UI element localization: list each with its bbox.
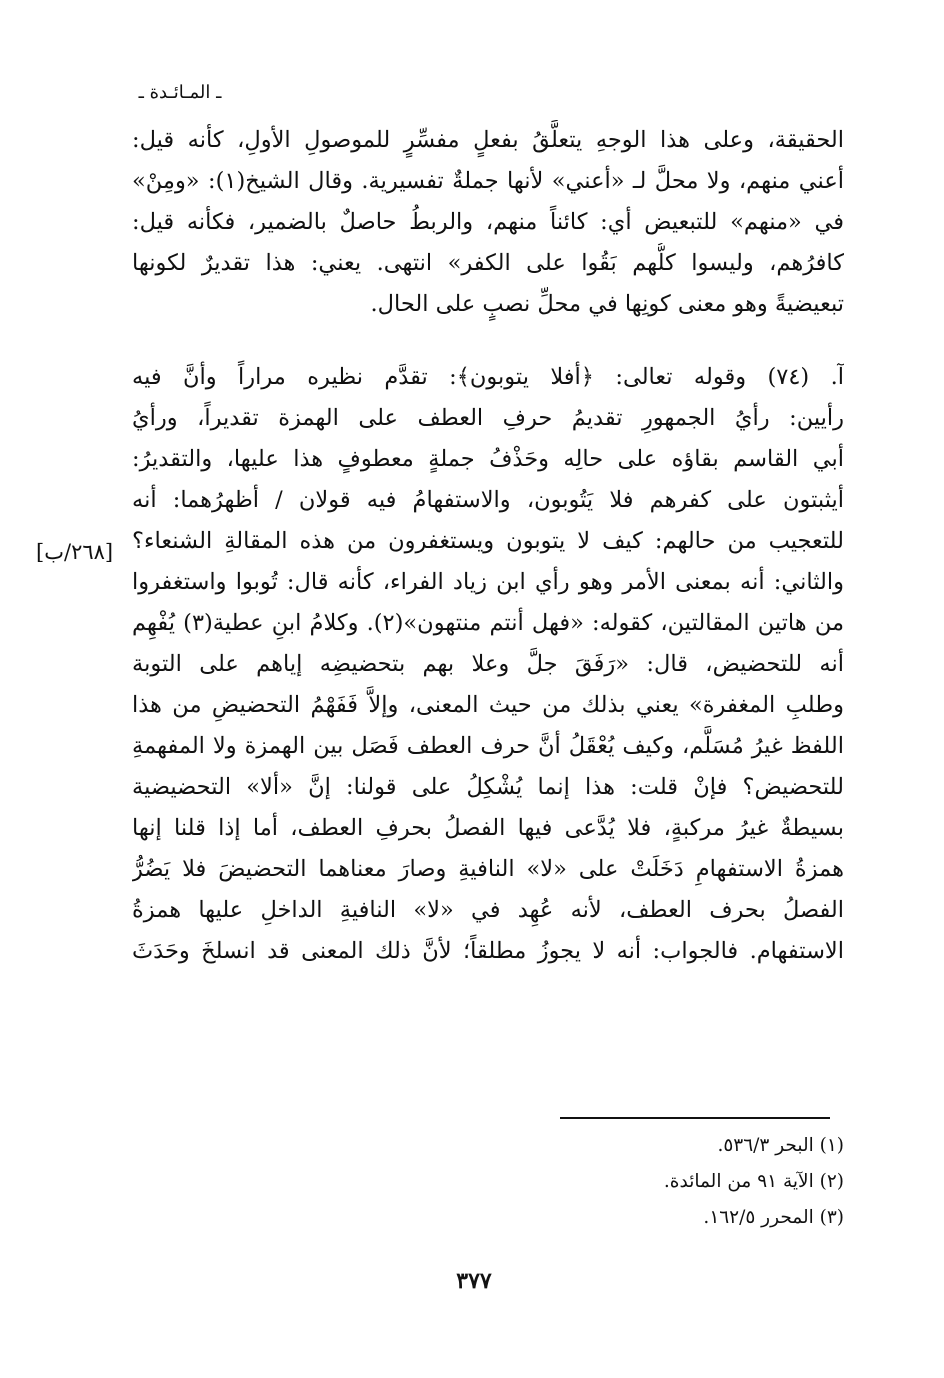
footnote: (١) البحر ٥٣٦/٣. bbox=[717, 1135, 844, 1156]
text-line: أبي القاسم بقاؤه على حالِه وحَذْفُ جملةٍ معطوفٍ هذا عليها، والتقديرُ: bbox=[132, 446, 844, 472]
footnotes bbox=[664, 1128, 844, 1236]
main-text bbox=[132, 120, 844, 972]
text-line: أيثبتون على كفرهم فلا يَتُوبون، والاستفهامُ فيه قولان / أظهرُهما: أنه bbox=[132, 487, 844, 513]
page-number: ٣٧٧ bbox=[456, 1268, 492, 1294]
text-line: الفصلُ بحرف العطف، لأنه عُهِد في «لا» النافيةِ الداخلِ عليها همزةُ bbox=[132, 897, 844, 923]
text-line: الحقيقة، وعلى هذا الوجهِ يتعلَّقُ بفعلٍ مفسِّرٍ للموصولِ الأولِ، كأنه قيل: bbox=[132, 127, 844, 153]
text-line: للتعجيب من حالهم: كيف لا يتوبون ويستغفرون من هذه المقالةِ الشنعاء؟ bbox=[132, 528, 844, 554]
text-line: أعني منهم، ولا محلَّ لـ «أعني» لأنها جملةٌ تفسيرية. وقال الشيخ(١): «ومِنْ» bbox=[132, 168, 844, 194]
text-line: بسيطةٌ غيرُ مركبةٍ، فلا يُدَّعى فيها الفصلُ بحرفِ العطف، أما إذا قلنا إنها bbox=[132, 815, 844, 841]
text-line: في «منهم» للتبعيض أي: كائناً منهم، والربطُ حاصلٌ بالضمير، فكأنه قيل: bbox=[132, 209, 844, 235]
text-line: من هاتين المقالتين، كقوله: «فهل أنتم منتهون»(٢). وكلامُ ابنِ عطية(٣) يُفْهِم bbox=[132, 610, 844, 636]
text-line: اللفظ غيرُ مُسَلَّم، وكيف يُعْقَلُ أنَّ حرف العطف فَصَل بين الهمزة ولا المفهمةِ bbox=[132, 733, 844, 759]
text-line: وطلبِ المغفرة» يعني بذلك من حيث المعنى، وإلاَّ فَفَهْمُ التحضيضِ من هذا bbox=[132, 692, 844, 718]
paragraph-gap bbox=[132, 325, 844, 357]
text-line: تبعيضيةً وهو معنى كونِها في محلِّ نصبٍ على الحال. bbox=[370, 291, 844, 317]
running-header: ـ المـائـدة ـ bbox=[138, 82, 222, 103]
text-line: همزةُ الاستفهامِ دَخَلَتْ على «لا» النافيةِ وصارَ معناهما التحضيضَ فلا يَضُرُّ bbox=[132, 856, 844, 882]
text-line: كافرُهم، وليسوا كلُّهم بَقُوا على الكفر» انتهى. يعني: هذا تقديرٌ لكونها bbox=[132, 250, 844, 276]
text-line: والثاني: أنه بمعنى الأمر وهو رأي ابن زياد الفراء، كأنه قال: تُوبوا واستغفروا bbox=[132, 569, 844, 595]
footnote-divider bbox=[560, 1117, 830, 1119]
text-line: الاستفهام. فالجواب: أنه لا يجوزُ مطلقاً؛ لأنَّ ذلك المعنى قد انسلخَ وحَدَثَ bbox=[132, 938, 844, 964]
text-line: رأيين: رأيُ الجمهورِ تقديمُ حرفِ العطف على الهمزة تقديراً، ورأيُ bbox=[132, 405, 844, 431]
verse-heading-line: آ. (٧٤) وقوله تعالى: ﴿أفلا يتوبون﴾: تقدَّم نظيره مراراً وأنَّ فيه bbox=[132, 364, 844, 390]
footnote: (٣) المحرر ١٦٢/٥. bbox=[703, 1207, 844, 1228]
text-line: أنه للتحضيض، قال: «رَفَقَ جلَّ وعلا بهم بتحضيضِه إياهم على التوبة bbox=[132, 651, 844, 677]
footnote: (٢) الآية ٩١ من المائدة. bbox=[663, 1171, 844, 1192]
text-line: للتحضيض؟ فإنْ قلت: هذا إنما يُشْكِلُ على قولنا: إنَّ «ألا» التحضيضية bbox=[132, 774, 844, 800]
manuscript-folio-note: [٢٦٨/ب] bbox=[36, 540, 114, 564]
